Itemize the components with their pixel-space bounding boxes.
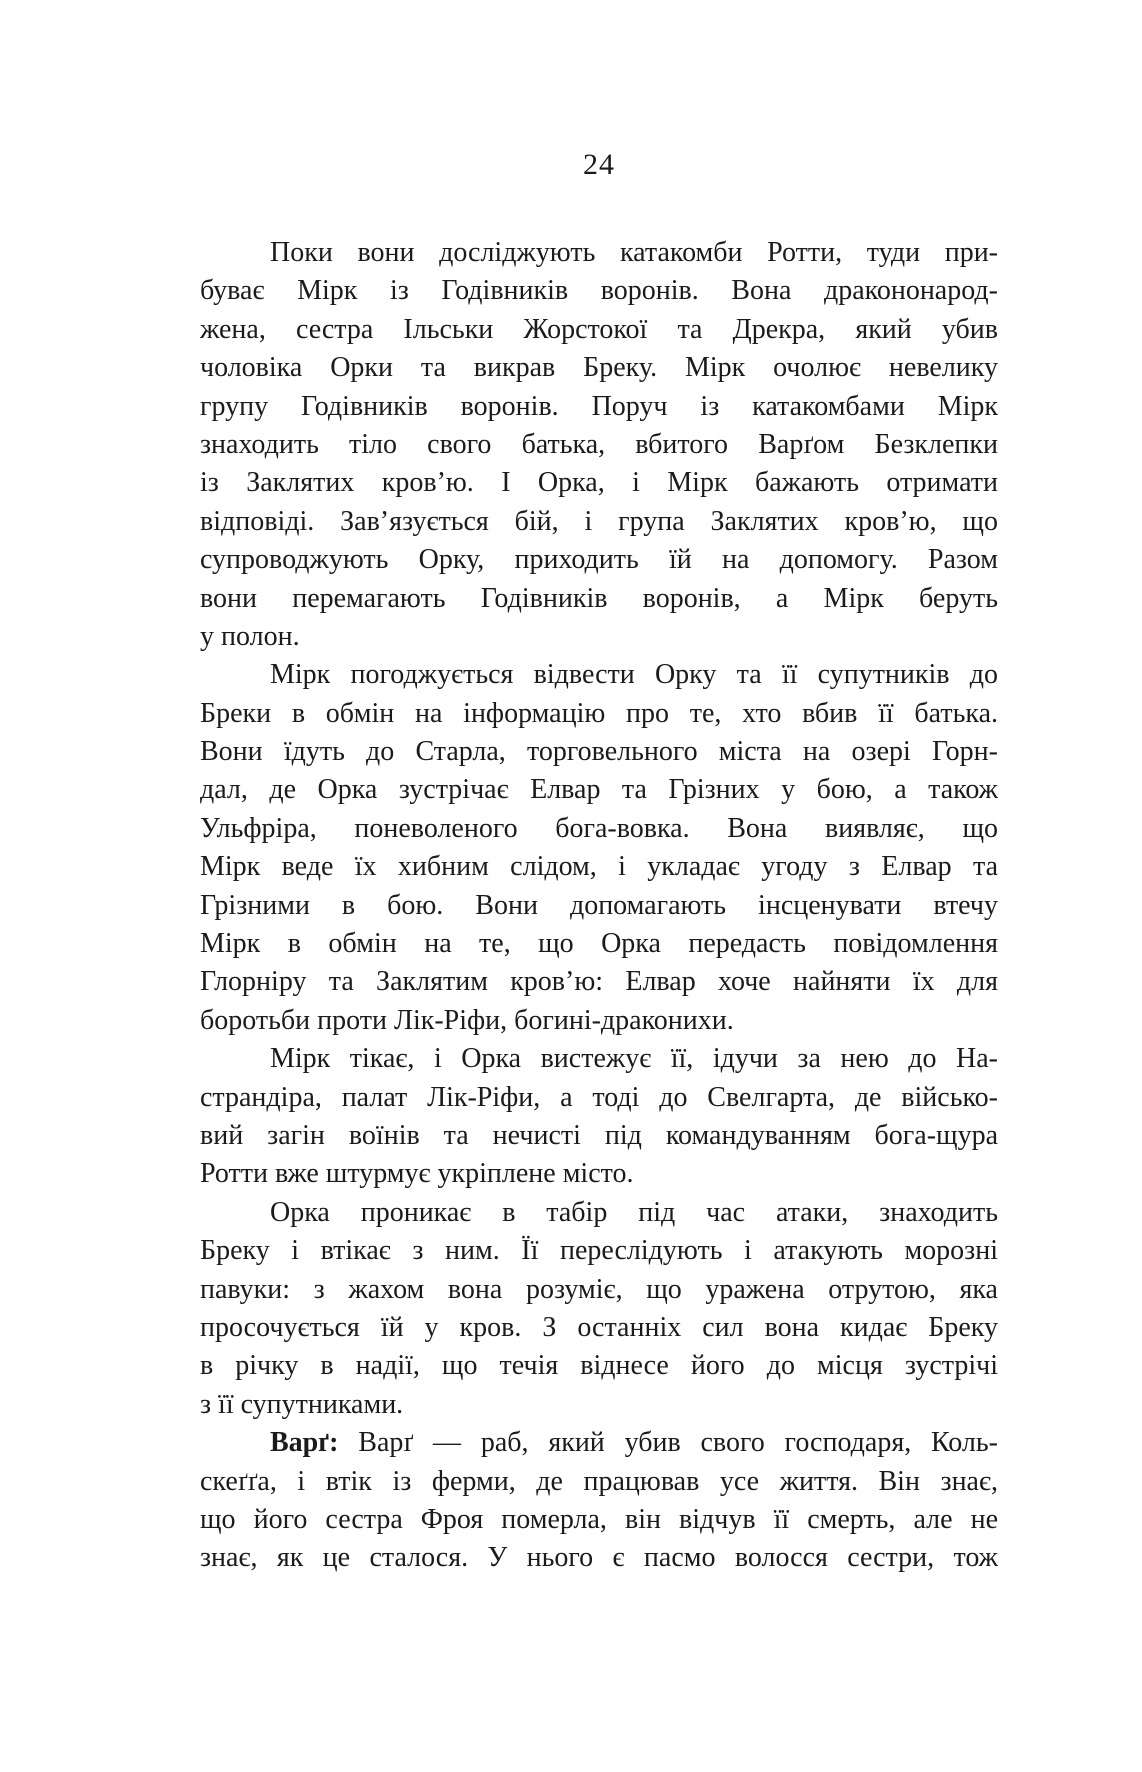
text-line: дал, де Орка зустрічає Елвар та Грізних у бою, а також: [200, 774, 998, 806]
text-line: вони перемагають Годівників воронів, а Мірк беруть: [200, 582, 998, 614]
text-line: знаходить тіло свого батька, вбитого Варґом Безклепки: [200, 428, 998, 460]
text-line: Мірк тікає, і Орка вистежує її, ідучи за нею до На-: [270, 1043, 998, 1075]
text-line: Ульфріра, поневоленого бога-вовка. Вона виявляє, що: [200, 812, 998, 844]
text-line: Поки вони досліджують катакомби Ротти, туди при-: [270, 237, 998, 268]
text-line: Ротти вже штурмує укріплене місто.: [200, 1158, 634, 1190]
text-line: Вони їдуть до Старла, торговельного міста на озері Горн-: [200, 736, 998, 768]
text-line: супроводжують Орку, приходить їй на допомогу. Разом: [200, 544, 998, 576]
text-line: чоловіка Орки та викрав Бреку. Мірк очолює невелику: [200, 352, 998, 384]
text-line: Бреку і втікає з ним. Її переслідують і атакують морозні: [200, 1235, 998, 1267]
text-line: із Заклятих кров’ю. І Орка, і Мірк бажають отримати: [200, 467, 998, 499]
page-number: 24: [583, 148, 615, 181]
text-line: страндіра, палат Лік-Ріфи, а тоді до Свелгарта, де військо-: [200, 1081, 998, 1113]
text-line: у полон.: [200, 620, 300, 652]
text-line: павуки: з жахом вона розуміє, що уражена отрутою, яка: [200, 1273, 998, 1305]
text-line: вий загін воїнів та нечисті під командуванням бога-щура: [200, 1119, 998, 1151]
text-line: боротьби проти Лік-Ріфи, богині-драконихи.: [200, 1004, 734, 1036]
entry-lead-bold: Варґ:: [270, 1427, 339, 1459]
text-line: Варґ: Варґ — раб, який убив свого господаря, Коль-: [270, 1427, 998, 1459]
text-line: Орка проникає в табір під час атаки, знаходить: [270, 1196, 998, 1228]
text-line: з її супутниками.: [200, 1388, 404, 1420]
text-line: просочується їй у кров. З останніх сил вона кидає Бреку: [200, 1311, 998, 1343]
text-line: жена, сестра Ільськи Жорстокої та Дрекра, який убив: [200, 313, 998, 345]
text-line: знає, як це сталося. У нього є пасмо волосся сестри, тож: [200, 1542, 998, 1574]
text-line: буває Мірк із Годівників воронів. Вона дракононарод-: [200, 275, 998, 307]
text-line: групу Годівників воронів. Поруч із катакомбами Мірк: [200, 390, 998, 422]
text-line: Глорніру та Заклятим кров’ю: Елвар хоче найняти їх для: [200, 966, 998, 998]
text-line: Грізними в бою. Вони допомагають інсценувати втечу: [200, 889, 998, 921]
text-line: Бреки в обмін на інформацію про те, хто вбив її батька.: [200, 697, 998, 729]
text-line: що його сестра Фроя померла, він відчув її смерть, але не: [200, 1503, 998, 1535]
text-line: в річку в надії, що течія віднесе його до місця зустрічі: [200, 1350, 998, 1382]
text-line: скеґґа, і втік із ферми, де працював усе життя. Він знає,: [200, 1465, 998, 1497]
text-line: Мірк погоджується відвести Орку та її супутників до: [270, 659, 998, 691]
text-line: відповіді. Зав’язується бій, і група Заклятих кров’ю, що: [200, 505, 998, 537]
text-line: Мірк в обмін на те, що Орка передасть повідомлення: [200, 928, 998, 960]
text-block: [200, 234, 998, 1578]
text-line: Мірк веде їх хибним слідом, і укладає угоду з Елвар та: [200, 851, 998, 883]
